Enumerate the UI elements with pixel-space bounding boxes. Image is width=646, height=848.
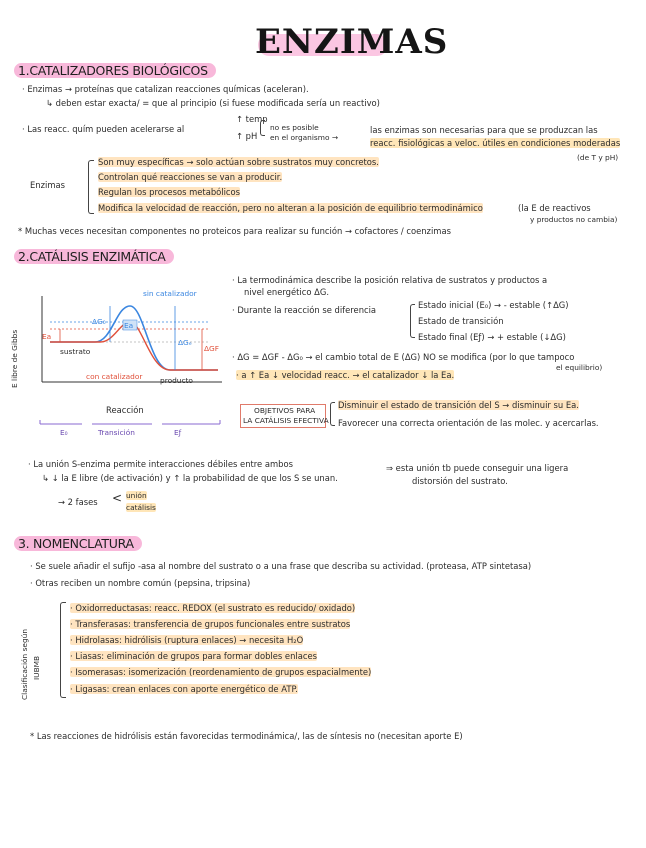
label-ea-red: Ea bbox=[42, 332, 52, 341]
s2-u2: ↳ ↓ la E libre (de activación) y ↑ la probabilidad de que los S se unan. bbox=[42, 473, 338, 483]
section1-heading-text: 1.CATALIZADORES BIOLÓGICOS bbox=[14, 63, 216, 78]
s2-r2: · Durante la reacción se diferencia bbox=[232, 305, 377, 315]
s3-n2: · Otras reciben un nombre común (pepsina, tripsina) bbox=[30, 578, 251, 588]
s1-line3e: en el organismo → bbox=[270, 133, 339, 142]
s3-c3 bbox=[70, 635, 303, 646]
label-producto: producto bbox=[160, 376, 193, 385]
curve-sin-catalizador bbox=[50, 306, 218, 370]
s2-r2c: Estado final (Eƒ) → + estable (↓ΔG) bbox=[418, 332, 566, 342]
s1-bullet2 bbox=[98, 172, 282, 183]
label-dgf: ΔGₑ bbox=[178, 338, 192, 347]
objetivos-line2: LA CATÁLISIS EFECTIVA bbox=[243, 416, 329, 425]
s2-o2: Favorecer una correcta orientación de las molec. y acercarlas. bbox=[338, 418, 599, 428]
s3-c5-text: · Isomerasas: isomerización (reordenamiento de grupos espacialmente) bbox=[70, 667, 372, 677]
enzimas-label: Enzimas bbox=[30, 180, 65, 190]
s1-brace-large bbox=[88, 160, 94, 214]
s3-c1 bbox=[70, 603, 355, 614]
s2-o1-text: Disminuir el estado de transición del S → disminuir su Ea. bbox=[338, 400, 579, 410]
s1-line4: * Muchas veces necesitan componentes no proteicos para realizar su función → cofactores / coenzimas bbox=[18, 226, 451, 236]
section2-heading-text: 2.CATÁLISIS ENZIMÁTICA bbox=[14, 249, 174, 264]
page-title: ENZIMAS bbox=[255, 22, 449, 62]
s1-bullet4b: (la E de reactivos bbox=[518, 203, 591, 213]
section3-heading-text: 3. NOMENCLATURA bbox=[14, 536, 142, 551]
s2-u3: ⇒ esta unión tb puede conseguir una ligera bbox=[386, 463, 569, 473]
s1-bullet4-text: Modifica la velocidad de reacción, pero no alteran a la posición de equilibrio termodinámico bbox=[98, 203, 483, 213]
s1-line3h: (de T y pH) bbox=[577, 153, 619, 162]
s2-r2a: Estado inicial (E₀) → - estable (↑ΔG) bbox=[418, 300, 569, 310]
s3-c2 bbox=[70, 619, 350, 630]
class-label-2: IUBMB bbox=[32, 655, 41, 680]
s2-fase-catalisis-text: catálisis bbox=[126, 503, 156, 512]
s2-r2b: Estado de transición bbox=[418, 316, 504, 326]
label-sustrato: sustrato bbox=[60, 347, 91, 356]
label-transicion: Transición bbox=[98, 428, 135, 437]
s1-line3f-text: las enzimas son necesarias para que se produzcan las bbox=[370, 125, 598, 135]
s1-line3a: · Las reacc. quím pueden acelerarse al bbox=[22, 124, 185, 134]
s3-c4 bbox=[70, 651, 317, 662]
s1-line3b: ↑ temp bbox=[236, 114, 268, 124]
s3-n1: · Se suele añadir el sufijo -asa al nombre del sustrato o a una frase que describa su actividad. (proteasa, ATP sintetasa) bbox=[30, 561, 532, 571]
s1-line1: · Enzimas → proteínas que catalizan reacciones químicas (aceleran). bbox=[22, 84, 309, 94]
s2-r1b: nivel energético ΔG. bbox=[244, 287, 329, 297]
s3-c1-text: · Oxidorreductasas: reacc. REDOX (el sustrato es reducido/ oxidado) bbox=[70, 603, 356, 613]
label-ef: Eƒ bbox=[174, 428, 182, 437]
s1-bullet2-text: Controlan qué reacciones se van a producir. bbox=[98, 172, 283, 182]
energy-diagram bbox=[20, 282, 230, 442]
s2-r4 bbox=[236, 370, 454, 381]
s2-u4: distorsión del sustrato. bbox=[412, 476, 508, 486]
s3-c5 bbox=[70, 667, 371, 678]
s3-c4-text: · Liasas: eliminación de grupos para formar dobles enlaces bbox=[70, 651, 317, 661]
s1-line3d: no es posible bbox=[270, 123, 319, 132]
s2-brace-objetivos bbox=[330, 402, 335, 426]
label-dgF: ΔGF bbox=[204, 344, 220, 353]
s1-bullet4 bbox=[98, 203, 483, 214]
s2-u1: · La unión S-enzima permite interacciones débiles entre ambos bbox=[28, 459, 293, 469]
s1-line3f bbox=[370, 125, 598, 136]
label-e0: E₀ bbox=[60, 428, 68, 437]
s2-brace-estados bbox=[410, 304, 415, 338]
label-sin-catalizador: sin catalizador bbox=[143, 289, 197, 298]
fases-bracket: < bbox=[112, 491, 123, 505]
s2-fase-union bbox=[126, 491, 147, 501]
s1-bullet1-text: Son muy específicas → solo actúan sobre sustratos muy concretos. bbox=[98, 157, 379, 167]
s2-fases: → 2 fases bbox=[58, 497, 98, 507]
s2-fase-union-text: unión bbox=[126, 491, 147, 500]
s1-line3g bbox=[370, 138, 620, 149]
label-con-catalizador: con catalizador bbox=[86, 372, 143, 381]
s1-line2: ↳ deben estar exacta/ = que al principio (si fuese modificada sería un reactivo) bbox=[46, 98, 380, 108]
s3-brace-class bbox=[60, 602, 66, 698]
s2-r3b: el equilibrio) bbox=[556, 363, 603, 372]
s2-o1 bbox=[338, 400, 579, 411]
objetivos-line1: OBJETIVOS PARA bbox=[254, 406, 316, 415]
s1-bullet3 bbox=[98, 187, 240, 198]
s3-n3: * Las reacciones de hidrólisis están favorecidas termodinámica/, las de síntesis no (necesitan aporte E) bbox=[30, 731, 463, 741]
s2-r4-text: · a ↑ Ea ↓ velocidad reacc. → el catalizador ↓ la Ea. bbox=[236, 370, 455, 380]
label-x-axis: Reacción bbox=[106, 405, 144, 415]
label-ea-box: Ea bbox=[124, 321, 134, 330]
section3-heading bbox=[14, 535, 142, 553]
s3-c2-text: · Transferasas: transferencia de grupos funcionales entre sustratos bbox=[70, 619, 351, 629]
class-label-1: Clasificación según bbox=[20, 628, 29, 700]
section1-heading bbox=[14, 62, 216, 80]
s3-c3-text: · Hidrolasas: hidrólisis (ruptura enlaces) → necesita H₂O bbox=[70, 635, 304, 645]
s1-brace-small bbox=[260, 120, 265, 136]
s3-c6 bbox=[70, 684, 298, 695]
section2-heading bbox=[14, 248, 174, 266]
s2-r3: · ΔG = ΔGF - ΔG₀ → el cambio total de E (ΔG) NO se modifica (por lo que tampoco bbox=[232, 352, 575, 362]
s2-r1: · La termodinámica describe la posición relativa de sustratos y productos a bbox=[232, 275, 548, 285]
s1-line3c: ↑ pH bbox=[236, 131, 258, 141]
s1-bullet4c: y productos no cambia) bbox=[530, 215, 618, 224]
s1-bullet3-text: Regulan los procesos metabólicos bbox=[98, 187, 241, 197]
label-dg0: ΔG₀ bbox=[92, 317, 106, 326]
label-y-axis: E libre de Gibbs bbox=[10, 329, 19, 388]
s1-line3g-text: reacc. fisiológicas a veloc. útiles en condiciones moderadas bbox=[370, 138, 621, 148]
s3-c6-text: · Ligasas: crean enlaces con aporte energético de ATP. bbox=[70, 684, 298, 694]
s1-bullet1 bbox=[98, 157, 379, 168]
s2-fase-catalisis bbox=[126, 503, 156, 513]
